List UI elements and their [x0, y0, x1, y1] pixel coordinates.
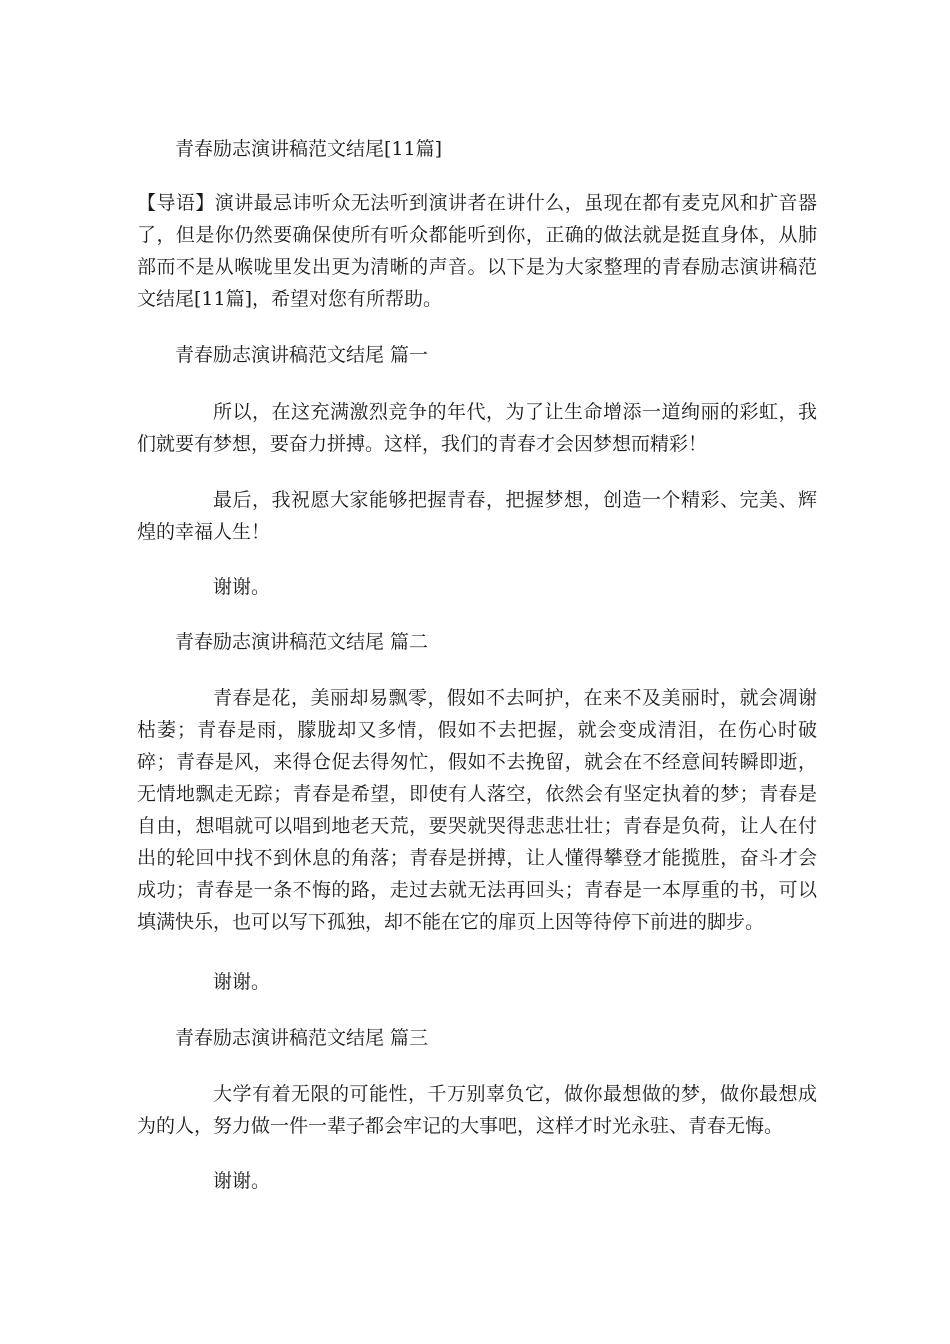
section-2-paragraph-1: 青春是花，美丽却易飘零，假如不去呵护，在来不及美丽时，就会凋谢枯萎；青春是雨，朦胧却又多情，假如不去把握，就会变成清泪，在伤心时破碎；青春是风，来得仓促去得匆忙，假如不去挽留，就会在不经意间转瞬即逝，无情地飘走无踪；青春是希望，即使有人落空，依然会有坚定执着的梦；青春是自由，想唱就可以唱到地老天荒，要哭就哭得悲悲壮壮；青春是负荷，让人在付出的轮回中找不到休息的角落；青春是拼搏，让人懂得攀登才能揽胜，奋斗才会成功；青春是一条不悔的路，走过去就无法再回头；青春是一本厚重的书，可以填满快乐，也可以写下孤独，却不能在它的扉页上因等待停下前进的脚步。 [137, 687, 817, 933]
section-1-paragraph-2: 最后，我祝愿大家能够把握青春，把握梦想，创造一个精彩、完美、辉煌的幸福人生！ [137, 489, 817, 543]
section-3-heading: 青春励志演讲稿范文结尾 篇三 [175, 1027, 429, 1049]
section-1-paragraph-1: 所以，在这充满激烈竞争的年代，为了让生命增添一道绚丽的彩虹，我们就要有梦想，要奋力拼搏。这样，我们的青春才会因梦想而精彩！ [137, 401, 817, 455]
section-3-paragraph-1: 大学有着无限的可能性，千万别辜负它，做你最想做的梦，做你最想成为的人，努力做一件一辈子都会牢记的大事吧，这样才时光永驻、青春无悔。 [137, 1083, 817, 1137]
section-2-heading: 青春励志演讲稿范文结尾 篇二 [175, 631, 429, 653]
section-2-closing: 谢谢。 [213, 971, 271, 993]
intro-paragraph: 【导语】演讲最忌讳听众无法听到演讲者在讲什么，虽现在都有麦克风和扩音器了，但是你仍然要确保使所有听众都能听到你，正确的做法就是挺直身体，从肺部而不是从喉咙里发出更为清晰的声音。以下是为大家整理的青春励志演讲稿范文结尾[11篇]，希望对您有所帮助。 [137, 192, 817, 310]
document-title: 青春励志演讲稿范文结尾[11篇] [175, 138, 443, 160]
section-1-heading: 青春励志演讲稿范文结尾 篇一 [175, 344, 429, 366]
section-1-closing: 谢谢。 [213, 576, 271, 598]
section-3-closing: 谢谢。 [213, 1170, 271, 1192]
